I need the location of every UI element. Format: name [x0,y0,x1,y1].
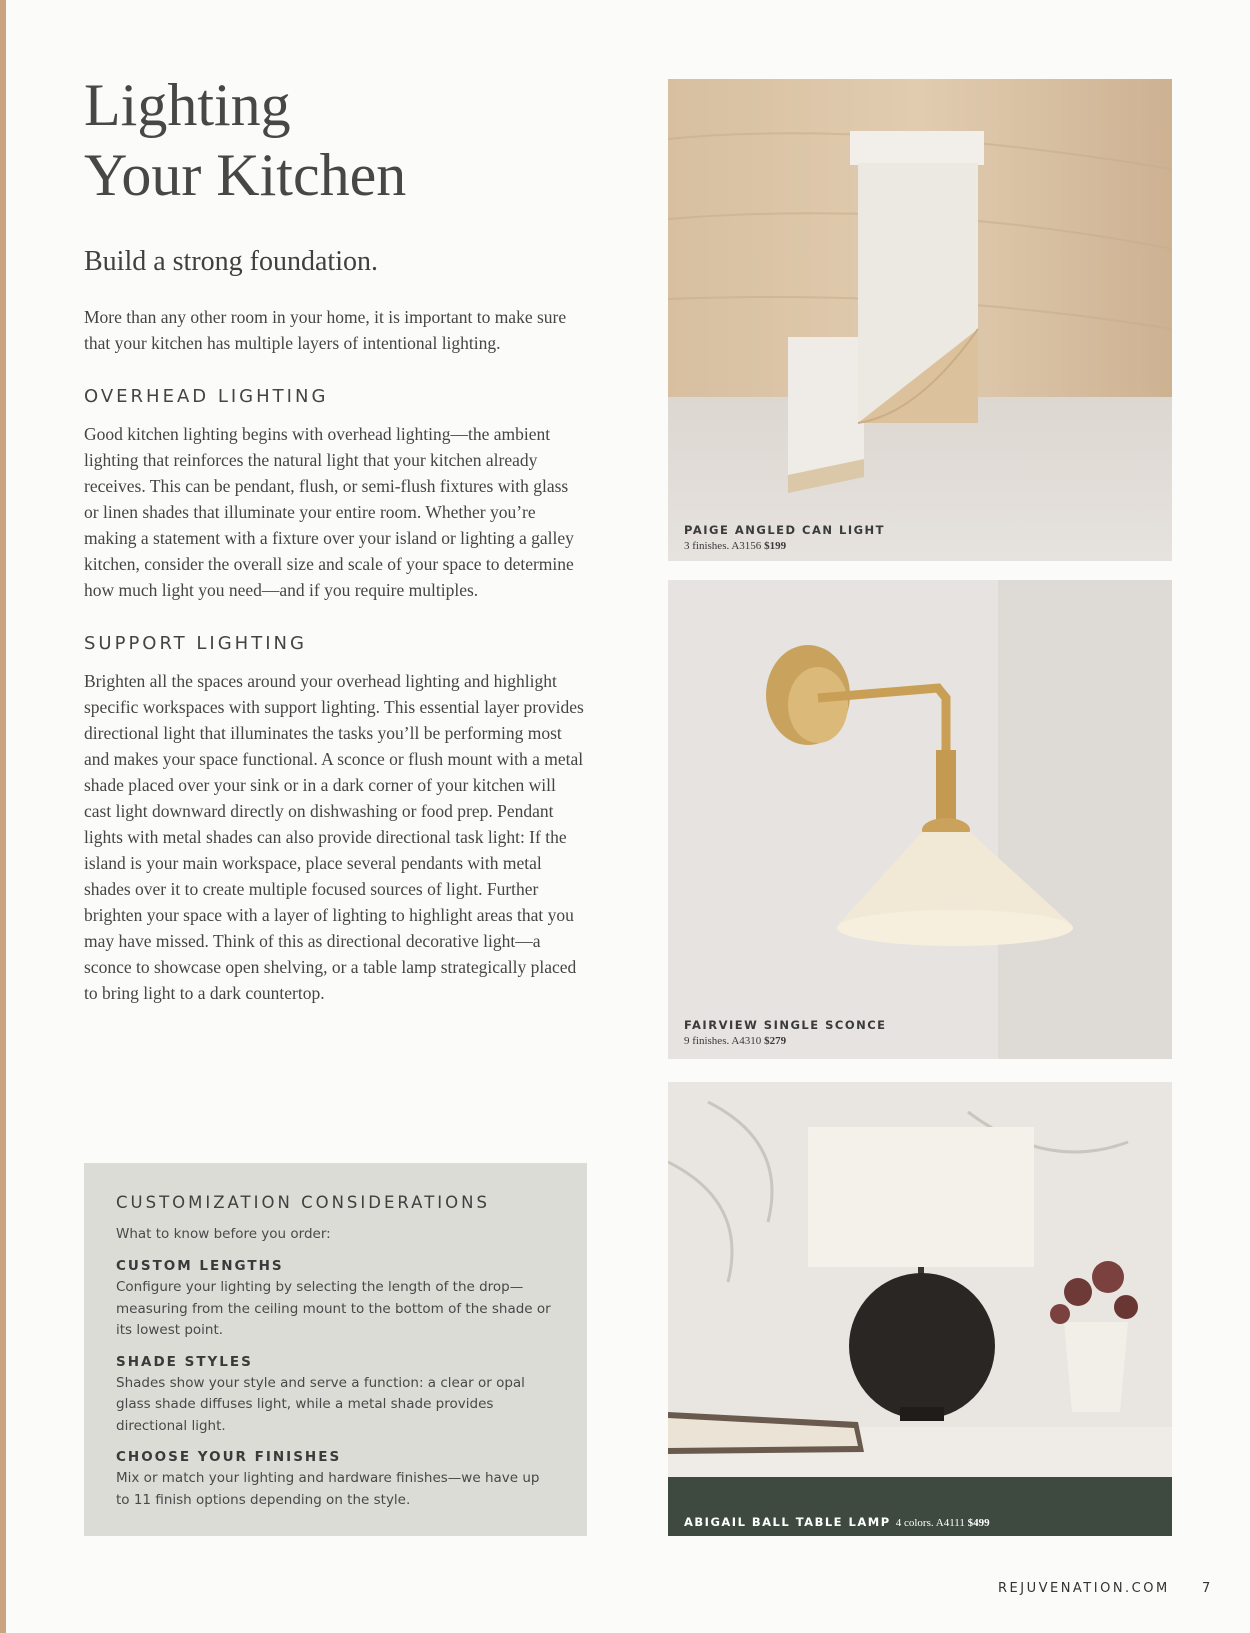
abigail-lamp-image [668,1082,1172,1536]
overhead-lighting-body: Good kitchen lighting begins with overhead lighting—the ambient lighting that reinforces the natural light that your kitchen already receives. This can be pendant, flush, or semi-flush fixtures with glass or linen shades that illuminate your entire room. Whether you’re making a statement with a fixture over your island or lighting a galley kitchen, consider the overall size and scale of your space to determine how much light you need—and if you require multiples. [84,424,574,600]
product-price: $279 [764,1035,787,1047]
overhead-lighting-heading: OVERHEAD LIGHTING [84,386,329,407]
customization-title: CUSTOMIZATION CONSIDERATIONS [116,1193,490,1212]
product-details: 4 colors. A4111 $499 [895,1517,990,1529]
website-url: REJUVENATION.COM [998,1581,1170,1596]
customization-box [84,1163,587,1536]
product-price: $499 [967,1517,990,1529]
abigail-lamp-photo [668,1082,1172,1536]
fairview-sconce-image [668,580,1172,1059]
custom-lengths-body: Configure your lighting by selecting the length of the drop—measuring from the ceiling mount to the bottom of the shade or its lowest point. [116,1279,551,1338]
paige-can-light-image [668,79,1172,561]
fairview-sconce-photo [668,580,1172,1059]
abigail-caption [684,1511,990,1530]
product-details: 3 finishes. A3156 $199 [684,540,787,552]
article-column [84,70,584,1006]
choose-finishes-heading: CHOOSE YOUR FINISHES [116,1449,342,1465]
paige-can-light-photo [668,79,1172,561]
product-name: PAIGE ANGLED CAN LIGHT [684,523,886,537]
product-name: FAIRVIEW SINGLE SCONCE [684,1018,887,1032]
shade-styles-heading: SHADE STYLES [116,1353,253,1370]
product-details: 9 finishes. A4310 $279 [684,1035,787,1047]
product-name: ABIGAIL BALL TABLE LAMP [684,1515,891,1529]
support-lighting-body: Brighten all the spaces around your overhead lighting and highlight specific workspaces with support lighting. This essential layer provides directional light that illuminates the tasks you’ll be performing most and makes your space functional. A sconce or flush mount with a metal shade placed over your sink or in a dark corner of your kitchen will cast light downward directly on dishwashing or food prep. Pendant lights with metal shades can also provide directional task light: If the island is your main workspace, place several pendants with metal shades over it to create multiple focused sources of light. Further brighten your space with a layer of lighting to highlight areas that you may have missed. Think of this as directional decorative light—a sconce to showcase open shelving, or a table lamp strategically placed to bring light to a dark countertop. [84,671,584,1003]
customization-subtitle: What to know before you order: [116,1226,331,1242]
choose-finishes-body: Mix or match your lighting and hardware finishes—we have up to 11 finish options depending on the style. [116,1470,540,1508]
shade-styles-body: Shades show your style and serve a function: a clear or opal glass shade diffuses light, while a metal shade provides directional light. [116,1374,525,1434]
fairview-caption [684,1018,887,1047]
page-subtitle: Build a strong foundation. [84,246,378,277]
paige-caption [684,523,885,552]
product-price: $199 [764,540,787,552]
support-lighting-heading: SUPPORT LIGHTING [84,633,307,654]
custom-lengths-heading: CUSTOM LENGTHS [116,1258,284,1274]
page-number: 7 [1202,1581,1211,1596]
intro-paragraph: More than any other room in your home, it is important to make sure that your kitchen has multiple layers of intentional lighting. [84,307,567,353]
page-edge-stripe [0,0,6,1633]
page-title: Lighting Your Kitchen [84,72,407,208]
